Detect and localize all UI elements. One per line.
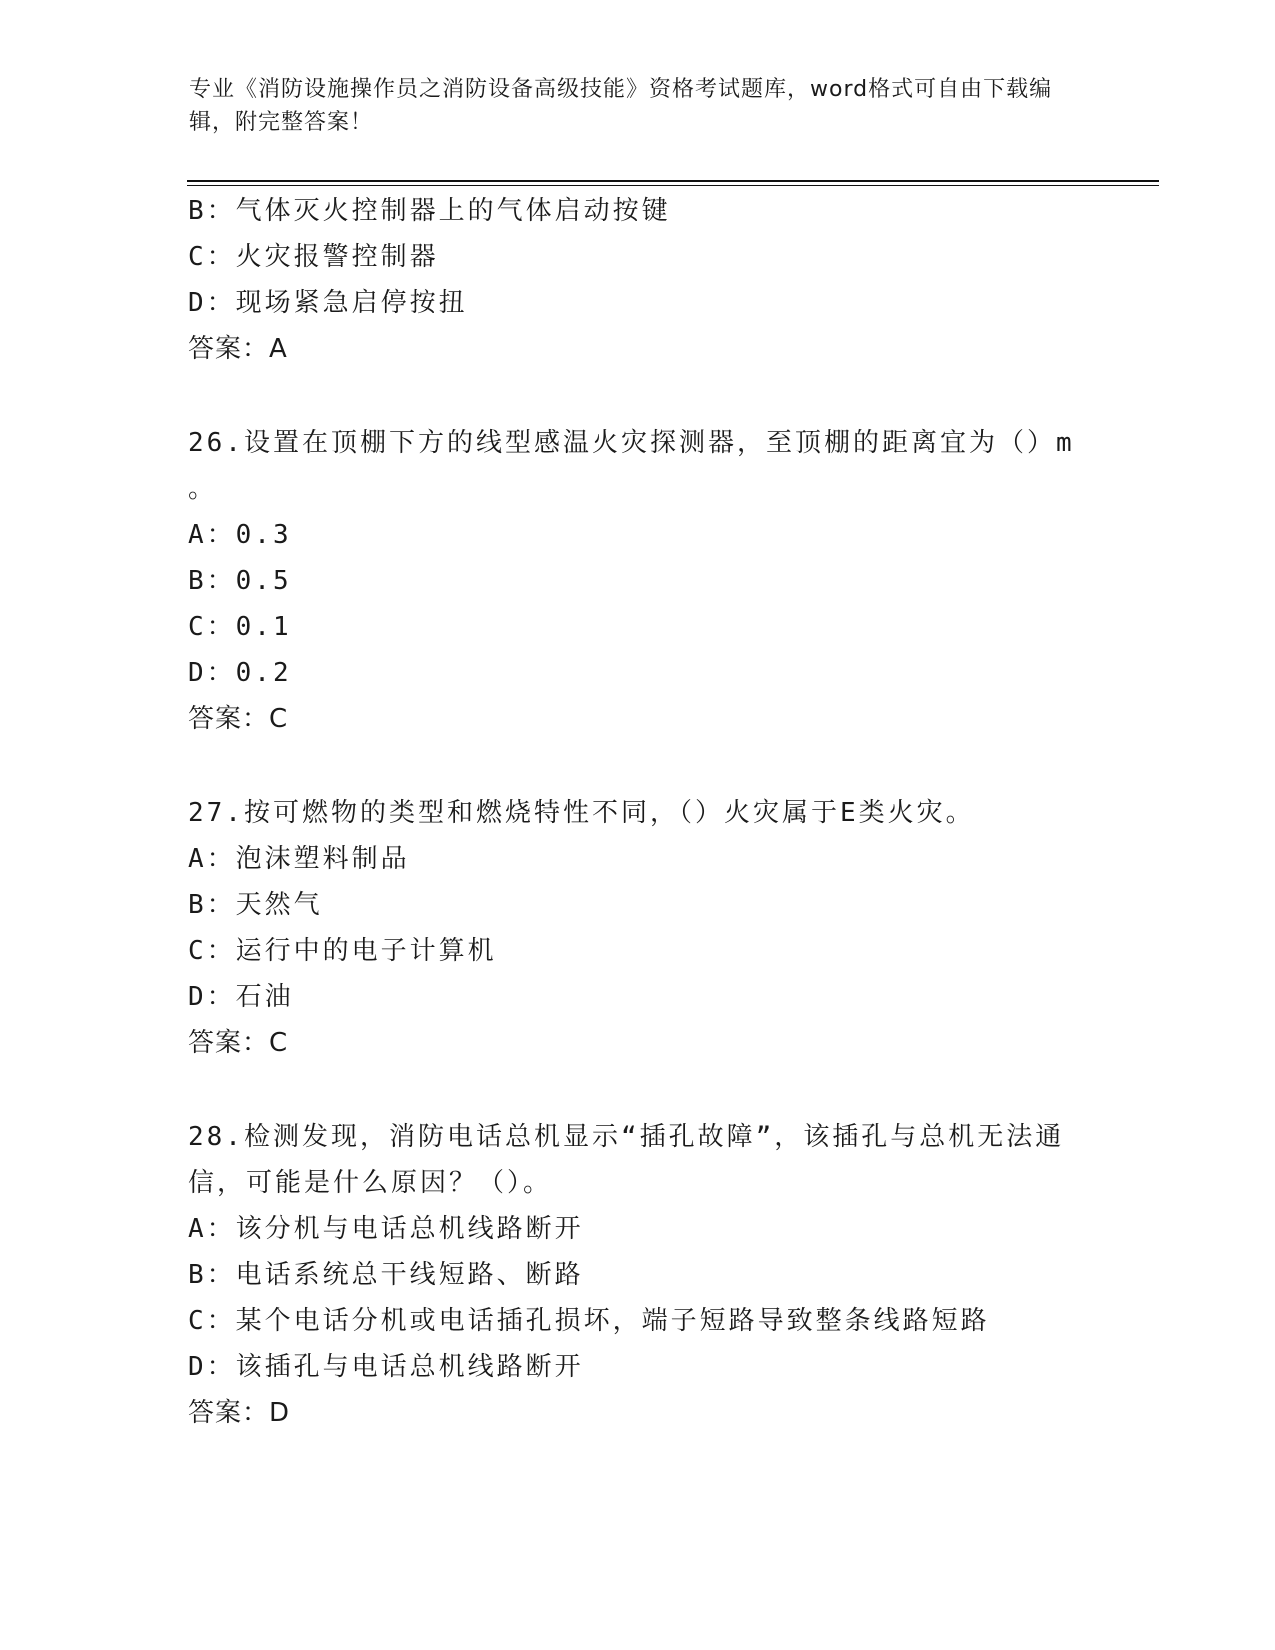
answer: 答案：C <box>188 1028 289 1058</box>
question-stem-line: 。 <box>188 474 218 504</box>
spacer <box>188 1066 1128 1114</box>
question-stem-line: 26.设置在顶棚下方的线型感温火灾探测器，至顶棚的距离宜为（）m <box>188 428 1075 458</box>
answer: 答案：C <box>188 704 289 734</box>
question-27-block <box>188 790 1128 1066</box>
option-b: B：气体灭火控制器上的气体启动按键 <box>188 196 671 226</box>
option-c: C：火灾报警控制器 <box>188 242 439 272</box>
question-28-block <box>188 1114 1128 1436</box>
option-c: C：运行中的电子计算机 <box>188 936 497 966</box>
answer: 答案：D <box>188 1398 291 1428</box>
option-d: D：现场紧急启停按扭 <box>188 288 468 318</box>
question-stem-line: 信，可能是什么原因？（）。 <box>188 1168 553 1198</box>
option-d: D：石油 <box>188 982 294 1012</box>
option-a: A：泡沫塑料制品 <box>188 844 410 874</box>
spacer <box>188 742 1128 790</box>
question-stem-line: 27.按可燃物的类型和燃烧特性不同，（）火灾属于E类火灾。 <box>188 798 975 828</box>
header-text: 专业《消防设施操作员之消防设备高级技能》资格考试题库，word格式可自由下载编辑，附完整答案！ <box>189 77 1053 135</box>
header-rule-thick <box>187 180 1159 182</box>
option-c: C：0.1 <box>188 612 292 642</box>
option-b: B：天然气 <box>188 890 323 920</box>
option-a: A：该分机与电话总机线路断开 <box>188 1214 584 1244</box>
question-content <box>188 188 1128 1436</box>
prev-question-block <box>188 188 1128 372</box>
spacer <box>188 372 1128 420</box>
question-stem-line: 28.检测发现，消防电话总机显示“插孔故障”，该插孔与总机无法通 <box>188 1122 1065 1152</box>
question-26-block <box>188 420 1128 742</box>
option-a: A：0.3 <box>188 520 292 550</box>
option-d: D：该插孔与电话总机线路断开 <box>188 1352 584 1382</box>
answer: 答案：A <box>188 334 288 364</box>
option-b: B：0.5 <box>188 566 292 596</box>
option-c: C：某个电话分机或电话插孔损坏，端子短路导致整条线路短路 <box>188 1306 990 1336</box>
header-rule-thin <box>187 185 1159 186</box>
option-b: B：电话系统总干线短路、断路 <box>188 1260 584 1290</box>
option-d: D：0.2 <box>188 658 292 688</box>
